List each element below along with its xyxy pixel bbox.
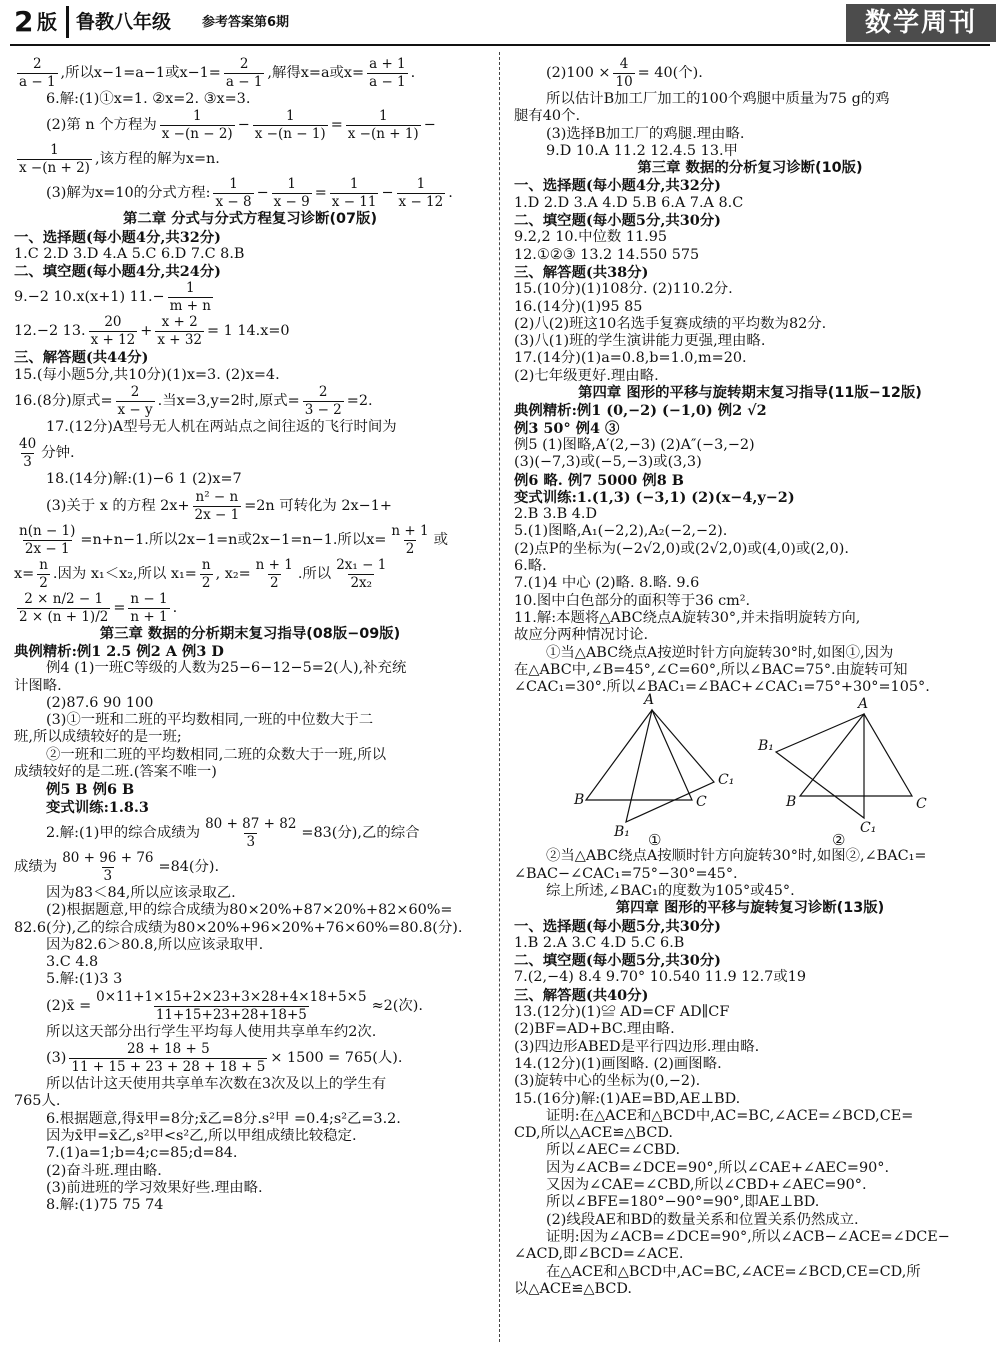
eq-line: (2)第 n 个方程为 1 x −(n − 2) − $\frac{1}{x -(n - 1)}$ = $\frac{1}{x -(n + 1)}$ − bbox=[46, 108, 436, 143]
answer-line: CD,所以△ACE≌△BCD. bbox=[514, 1125, 673, 1142]
eq-line: 9.−2 10.x(x+1) 11.− $\frac{1}{m + n}$ bbox=[14, 280, 211, 315]
answer-line: 14.(12分)(1)画图略. (2)画图略. bbox=[514, 1055, 722, 1072]
fraction: $\frac{2}{3 - 2}$ bbox=[304, 384, 342, 419]
answer-line: 因为82.6＞80.8,所以应该录取甲. bbox=[46, 936, 264, 953]
answer-line: 所以∠AEC=∠CBD. bbox=[546, 1142, 681, 1159]
fraction: $\frac{n - 1}{n + 1}$ bbox=[130, 590, 168, 625]
answer-line: 6.解:(1)①x=1. ②x=2. ③x=3. bbox=[46, 91, 251, 107]
answer-line: (2)八(2)班这10名选手复赛成绩的平均数为82分. bbox=[514, 315, 827, 332]
fig2-label-b1: B₁ bbox=[758, 738, 774, 755]
eq-line: 12.−2 13. 20 x + 12 + $\frac{x + 2}{x + 32}$ = 1 14.x=0 bbox=[14, 314, 290, 349]
figure-2 bbox=[776, 714, 912, 818]
answer-line: 13.(12分)(1)≌ AD=CF AD∥CF bbox=[514, 1004, 730, 1021]
answer-line: 9.2,2 10.中位数 11.95 bbox=[514, 229, 668, 246]
section-heading: 第三章 数据的分析期末复习指导(08版−09版) bbox=[99, 625, 401, 642]
fraction: $\frac{2}{x - y}$ bbox=[117, 384, 153, 419]
figure-1 bbox=[586, 710, 714, 822]
section-heading: 第三章 数据的分析复习诊断(10版) bbox=[637, 160, 863, 177]
fraction: $\frac{1}{x - 12}$ bbox=[398, 176, 444, 211]
answer-line: (3)四边形ABED是平行四边形.理由略. bbox=[514, 1038, 760, 1055]
answer-line: 8.解:(1)75 75 74 bbox=[46, 1197, 164, 1214]
answer-line: 15.(16分)解:(1)AE=BD,AE⊥BD. bbox=[514, 1090, 741, 1107]
eq-line: 成绩为 $\frac{80 + 96 + 76}{3}$ =84(分). bbox=[14, 849, 220, 884]
answer-line: 典例精析:例1 2.5 例2 A 例3 D bbox=[14, 642, 224, 660]
answer-line: 例4 (1)一班C等级的人数为25−6−12−5=2(人),补充统 bbox=[46, 660, 407, 677]
answer-line: 2.B 3.B 4.D bbox=[514, 506, 598, 523]
answer-line: 7.(1)4 中心 (2)略. 8.略. 9.6 bbox=[514, 575, 700, 592]
header-rule bbox=[10, 44, 990, 46]
eq-line: 2 a − 1 ,所以x−1=a−1或x−1= $\frac{2}{a - 1}$ ,解得x=a或x= $\frac{a + 1}{a - 1}$ . bbox=[19, 56, 416, 90]
fraction: $\frac{a + 1}{a - 1}$ bbox=[369, 56, 406, 90]
answer-line: 例3 50° 例4 ③ bbox=[514, 419, 620, 437]
answer-line: ∠CAC₁=30°.所以∠BAC₁=∠BAC+∠CAC₁=75°+30°=105°. bbox=[514, 679, 930, 696]
answer-line: 6.略. bbox=[514, 558, 547, 575]
fraction: $\frac{2}{a - 1}$ bbox=[225, 56, 263, 90]
answer-line: 例5 (1)图略,A′(2,−3) (2)A″(−3,−2) bbox=[514, 436, 755, 453]
answer-line: 一、选择题(每小题4分,共32分) bbox=[14, 228, 221, 246]
fraction: $\frac{28 + 18 + 5}{11 + 15 + 23 + 28 + 18 + 5}$ bbox=[71, 1041, 266, 1076]
fraction: $\frac{1}{m + n}$ bbox=[169, 280, 211, 315]
eq-line: (2)x̄ = $\frac{0\times 11+1\times 15+2\times 23+3\times 28+4\times 18+5\times 5}{11+15+23+28+18+5}$ ≈2(次). bbox=[46, 988, 424, 1023]
fraction: $\frac{n(n - 1)}{2x - 1}$ bbox=[19, 522, 76, 557]
answer-line: (3)旋转中心的坐标为(0,−2). bbox=[514, 1073, 701, 1090]
answer-line: 在△ACE和△BCD中,AC=BC,∠ACE=∠BCD,CE=CD,所 bbox=[546, 1263, 921, 1280]
answer-line: 一、选择题(每小题4分,共32分) bbox=[514, 177, 721, 195]
answer-line: 7.(2,−4) 8.4 9.70° 10.540 11.9 12.7或19 bbox=[514, 969, 807, 986]
fraction: $\frac{2 \times n/2 - 1}{2 \times (n + 1)/2}$ bbox=[19, 590, 109, 625]
answer-line: 故应分两种情况讨论. bbox=[514, 627, 649, 644]
brand-logo: 数学周刊 bbox=[846, 4, 996, 42]
answer-line: 证明:在△ACE和△BCD中,AC=BC,∠ACE=∠BCD,CE= bbox=[546, 1107, 914, 1124]
fraction: $\frac{0\times 11+1\times 15+2\times 23+3\times 28+4\times 18+5\times 5}{11+15+23+28+18+5}$ bbox=[96, 988, 367, 1023]
answer-line: 二、填空题(每小题5分,共30分) bbox=[514, 952, 721, 970]
answer-line: 1.D 2.D 3.A 4.D 5.B 6.A 7.A 8.C bbox=[514, 194, 744, 211]
fraction: 40 3 bbox=[19, 436, 37, 471]
answer-line: 例6 略. 例7 5000 例8 B bbox=[514, 471, 684, 489]
answer-line: 一、选择题(每小题5分,共30分) bbox=[514, 917, 721, 935]
answer-line: 1.C 2.D 3.D 4.A 5.C 6.D 7.C 8.B bbox=[14, 245, 245, 262]
answer-line: 3.C 4.8 bbox=[46, 954, 99, 971]
answer-line: 11.解:本题将△ABC绕点A旋转30°,并未指明旋转方向, bbox=[514, 609, 861, 626]
rotation-figures bbox=[514, 692, 986, 850]
answer-line: 变式训练:1.8.3 bbox=[46, 798, 149, 816]
column-divider bbox=[499, 52, 500, 1342]
fig1-label-c: C bbox=[696, 794, 707, 811]
fraction: $\frac{x + 2}{x + 32}$ bbox=[157, 314, 202, 349]
page-header bbox=[0, 0, 1000, 50]
issue-subtitle: 参考答案第6期 bbox=[202, 15, 290, 30]
fig2-triangle-abc bbox=[800, 714, 912, 796]
fraction: 2x₁ − 1 2x₂ bbox=[336, 556, 387, 591]
answer-line: 因为83＜84,所以应该录取乙. bbox=[46, 884, 236, 901]
answer-line: (2)奋斗班.理由略. bbox=[46, 1162, 162, 1179]
answer-line: 典例精析:例1 (0,−2) (−1,0) 例2 √2 bbox=[514, 402, 767, 420]
answer-line: 9.D 10.A 11.2 12.4.5 13.甲 bbox=[546, 142, 738, 159]
answer-line: 所以这天部分出行学生平均每人使用共享单车约2次. bbox=[46, 1023, 377, 1040]
answer-line: 765人. bbox=[14, 1093, 61, 1110]
fraction: $\frac{n + 1}{2}$ bbox=[255, 556, 293, 591]
answer-line: 班,所以成绩较好的是一班; bbox=[14, 729, 182, 746]
fraction: $\frac{80 + 87 + 82}{3}$ bbox=[205, 815, 297, 850]
page-suffix: 版 bbox=[37, 10, 57, 34]
answer-line: 因为x̄甲=x̄乙,s²甲<s²乙,所以甲组成绩比较稳定. bbox=[46, 1127, 357, 1144]
answer-line: (3)(−7,3)或(−5,−3)或(3,3) bbox=[514, 454, 702, 471]
answer-line: (2)BF=AD+BC.理由略. bbox=[514, 1021, 675, 1038]
fraction: $\frac{\text{n² − n}}{2x - 1}$ bbox=[194, 488, 240, 523]
fig1-caption: ① bbox=[648, 831, 662, 850]
fig2-label-c1: C₁ bbox=[860, 820, 877, 837]
answer-line: (2)87.6 90 100 bbox=[46, 694, 154, 711]
answer-line: ∠BAC−∠CAC₁=75°−30°=45°. bbox=[514, 865, 738, 882]
answer-line: 二、填空题(每小题4分,共24分) bbox=[14, 263, 221, 281]
answer-line: (2)根据题意,甲的综合成绩为80×20%+87×20%+82×60%= bbox=[46, 902, 453, 919]
fig1-label-b1: B₁ bbox=[614, 824, 630, 841]
answer-line: ②一班和二班的平均数相同,二班的众数大于一班,所以 bbox=[46, 746, 387, 763]
fraction: $\frac{1}{x - 9}$ bbox=[273, 176, 310, 211]
eq-line: 2.解:(1)甲的综合成绩为 $\frac{80 + 87 + 82}{3}$ =83(分),乙的综合 bbox=[46, 815, 420, 850]
eq-line: x= $\frac{n}{2}$ .因为 x₁＜x₂,所以 x₁= $\frac{n}{2}$ , x₂= $\frac{n + 1}{2}$ .所以 2x₁ − 1 2x₂ bbox=[14, 556, 387, 591]
fig2-caption: ② bbox=[832, 831, 846, 850]
fig1-label-b: B bbox=[574, 792, 585, 809]
answer-line: 变式训练:1.(1,3) (−3,1) (2)(x−4,y−2) bbox=[514, 488, 795, 506]
left-column bbox=[14, 56, 486, 1214]
answer-line: (2)线段AE和BD的数量关系和位置关系仍然成立. bbox=[546, 1211, 859, 1228]
eq-line: 16.(8分)原式= $\frac{2}{x - y}$ .当x=3,y=2时,原式= $\frac{2}{3 - 2}$ =2. bbox=[14, 384, 373, 419]
fraction: $\frac{n + 1}{2}$ bbox=[391, 522, 429, 557]
answer-line: 17.(14分)(1)a=0.8,b=1.0,m=20. bbox=[514, 350, 747, 367]
answer-line: 综上所述,∠BAC₁的度数为105°或45°. bbox=[546, 882, 795, 899]
answer-line: 所以∠BFE=180°−90°=90°,即AE⊥BD. bbox=[546, 1194, 820, 1211]
fig2-label-a: A bbox=[858, 696, 869, 713]
section-heading: 第四章 图形的平移与旋转期末复习指导(11版−12版) bbox=[578, 385, 922, 402]
eq-line: $\frac{2 \times n/2 - 1}{2 \times (n + 1)/2}$ = $\frac{n - 1}{n + 1}$ . bbox=[19, 590, 178, 625]
header-divider bbox=[66, 6, 69, 38]
eq-line: (3) $\frac{28 + 18 + 5}{11 + 15 + 23 + 28 + 18 + 5}$ × 1500 = 765(人). bbox=[46, 1041, 403, 1076]
answer-line: 腿有40个. bbox=[514, 108, 581, 125]
triangle-diagrams bbox=[514, 698, 986, 848]
eq-line: 1 x −(n + 2) ,该方程的解为x=n. bbox=[19, 142, 220, 177]
answer-line: (3)八(1)班的学生演讲能力更强,理由略. bbox=[514, 333, 766, 350]
answer-line: (3)选择B加工厂的鸡腿.理由略. bbox=[546, 125, 745, 142]
answer-line: 82.6(分),乙的综合成绩为80×20%+96×20%+76×60%=80.8(分). bbox=[14, 919, 463, 936]
answer-line: 在△ABC中,∠B=45°,∠C=60°,所以∠BAC=75°.由旋转可知 bbox=[514, 661, 908, 678]
answer-line: (2)点P的坐标为(−2√2,0)或(2√2,0)或(4,0)或(2,0). bbox=[514, 540, 849, 557]
answer-line: 三、解答题(共40分) bbox=[514, 986, 649, 1004]
answer-line: 12.①②③ 13.2 14.550 575 bbox=[514, 246, 700, 263]
fraction: 20 x + 12 bbox=[90, 314, 136, 349]
fig1-label-a: A bbox=[644, 692, 655, 709]
fig1-triangle-abc bbox=[586, 710, 692, 800]
answer-line: 6.根据题意,得x̄甲=8分;x̄乙=8分.s²甲 =0.4;s²乙=3.2. bbox=[46, 1110, 401, 1127]
answer-line: 17.(12分)A型号无人机在两站点之间往返的飞行时间为 bbox=[46, 419, 397, 436]
answer-line: 5.解:(1)3 3 bbox=[46, 971, 123, 988]
eq-line: 40 3 分钟. bbox=[19, 436, 75, 471]
answer-line: (2)七年级更好.理由略. bbox=[514, 367, 659, 384]
fraction: $\frac{4}{10}$ bbox=[615, 56, 633, 90]
answer-line: 所以估计这天使用共享单车次数在3次及以上的学生有 bbox=[46, 1076, 387, 1093]
answer-line: 三、解答题(共38分) bbox=[514, 263, 649, 281]
answer-line: 5.(1)图略,A₁(−2,2),A₂(−2,−2). bbox=[514, 523, 728, 540]
fraction: 2 a − 1 bbox=[19, 56, 56, 90]
answer-line: 以△ACE≌△BCD. bbox=[514, 1280, 632, 1297]
fig2-label-c: C bbox=[916, 796, 927, 813]
answer-line: 16.(14分)(1)95 85 bbox=[514, 298, 643, 315]
fig1-label-c1: C₁ bbox=[718, 772, 735, 789]
answer-line: 又因为∠CAE=∠CBD,所以∠CBD+∠AEC=90°. bbox=[546, 1177, 867, 1194]
answer-line: 三、解答题(共44分) bbox=[14, 349, 149, 367]
fraction: $\frac{80 + 96 + 76}{3}$ bbox=[62, 849, 154, 884]
answer-line: 因为∠ACB=∠DCE=90°,所以∠CAE+∠AEC=90°. bbox=[546, 1159, 890, 1176]
eq-line: $\frac{n(n - 1)}{2x - 1}$ =n+n−1.所以2x−1=n或2x−1=n−1.所以x= $\frac{n + 1}{2}$ 或 bbox=[19, 522, 448, 557]
grade-title: 鲁教八年级 bbox=[76, 11, 172, 33]
answer-line: ②当△ABC绕点A按顺时针方向旋转30°时,如图②,∠BAC₁= bbox=[546, 848, 927, 865]
eq-line: (3)关于 x 的方程 2x+ $\frac{\text{n² − n}}{2x - 1}$ =2n 可转化为 2x−1+ bbox=[46, 488, 392, 523]
fraction: 1 x − 8 bbox=[215, 176, 252, 211]
fraction: $\frac{1}{x -(n - 1)}$ bbox=[254, 108, 326, 143]
answer-line: ∠ACD,即∠BCD=∠ACE. bbox=[514, 1246, 684, 1263]
answer-line: (3)①一班和二班的平均数相同,一班的中位数大于二 bbox=[46, 712, 374, 729]
answer-line: ①当△ABC绕点A按逆时针方向旋转30°时,如图①,因为 bbox=[546, 644, 894, 661]
answer-line: 计图略. bbox=[14, 677, 62, 694]
fig2-label-b: B bbox=[786, 794, 797, 811]
answer-line: 15.(每小题5分,共10分)(1)x=3. (2)x=4. bbox=[14, 366, 280, 383]
answer-line: 例5 B 例6 B bbox=[46, 781, 135, 799]
answer-line: 10.图中白色部分的面积等于36 cm². bbox=[514, 592, 751, 609]
fraction: 1 x −(n − 2) bbox=[161, 108, 233, 143]
answer-line: 二、填空题(每小题5分,共30分) bbox=[514, 212, 721, 230]
section-heading: 第四章 图形的平移与旋转复习诊断(13版) bbox=[615, 900, 885, 917]
fraction: 1 x −(n + 2) bbox=[19, 142, 90, 177]
right-column bbox=[514, 56, 986, 1298]
fraction: $\frac{1}{x -(n + 1)}$ bbox=[347, 108, 419, 143]
fraction: $\frac{n}{2}$ bbox=[201, 556, 211, 591]
answer-line: 15.(10分)(1)108分. (2)110.2分. bbox=[514, 281, 733, 298]
answer-line: 7.(1)a=1;b=4;c=85;d=84. bbox=[46, 1145, 238, 1162]
fraction: $\frac{1}{x - 11}$ bbox=[331, 176, 377, 211]
answer-line: 1.B 2.A 3.C 4.D 5.C 6.B bbox=[514, 934, 685, 951]
answer-line: (3)前进班的学习效果好些.理由略. bbox=[46, 1179, 263, 1196]
eq-line: (3)解为x=10的分式方程: 1 x − 8 − $\frac{1}{x - 9}$ = $\frac{1}{x - 11}$ − $\frac{1}{x - 12}$ . bbox=[46, 176, 453, 211]
section-heading: 第二章 分式与分式方程复习诊断(07版) bbox=[122, 211, 378, 228]
answer-line: 18.(14分)解:(1)−6 1 (2)x=7 bbox=[46, 471, 242, 488]
answer-line: 证明:因为∠ACB=∠DCE=90°,所以∠ACB−∠ACE=∠DCE− bbox=[546, 1228, 950, 1245]
fraction: $\frac{n}{2}$ bbox=[39, 556, 48, 591]
answer-line: 所以估计B加工厂加工的100个鸡腿中质量为75 g的鸡 bbox=[546, 91, 890, 107]
page-number: 2 bbox=[14, 5, 34, 38]
answer-line: 成绩较好的是二班.(答案不唯一) bbox=[14, 764, 217, 781]
eq-line: (2)100 × $\frac{4}{10}$ = 40(个). bbox=[546, 56, 703, 90]
